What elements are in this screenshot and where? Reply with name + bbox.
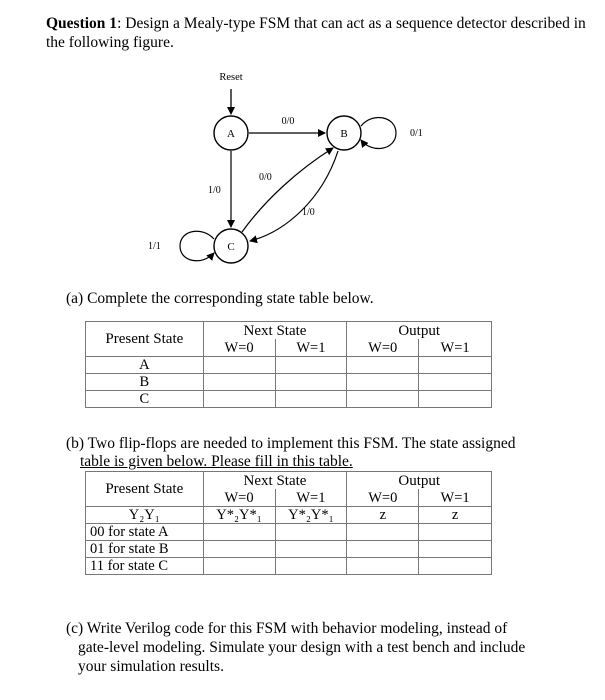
table-row	[86, 374, 492, 391]
blank-cell[interactable]	[203, 374, 275, 391]
edge-b-to-c-label: 1/0	[302, 207, 315, 218]
blank-cell[interactable]	[347, 374, 419, 391]
edge-a-to-b-label: 0/0	[281, 116, 295, 127]
edge-c-self-label: 1/1	[148, 241, 161, 252]
col-next-w0: W=0	[203, 489, 275, 507]
blank-cell[interactable]	[419, 374, 492, 391]
col-next-vars-w0: Y*₂Y*₁	[203, 507, 275, 524]
col-next-state: Next State	[203, 322, 347, 340]
table-row	[86, 391, 492, 408]
blank-cell[interactable]	[275, 391, 347, 408]
state-assigned-table-b	[85, 471, 492, 575]
col-z-w0: z	[347, 507, 419, 524]
row-state: B	[86, 374, 204, 391]
fsm-state-diagram	[0, 0, 605, 290]
row-state: C	[86, 391, 204, 408]
row-state: A	[86, 357, 204, 374]
blank-cell[interactable]	[419, 391, 492, 408]
reset-label: Reset	[219, 72, 243, 83]
col-out-w1: W=1	[419, 339, 492, 357]
blank-cell[interactable]	[203, 558, 275, 575]
edge-b-to-c	[250, 151, 338, 241]
part-b-line2	[80, 452, 353, 471]
blank-cell[interactable]	[275, 558, 347, 575]
blank-cell[interactable]	[347, 541, 419, 558]
blank-cell[interactable]	[203, 391, 275, 408]
table-row	[86, 541, 492, 558]
table-row	[86, 357, 492, 374]
blank-cell[interactable]	[347, 558, 419, 575]
col-present-state: Present State	[86, 322, 204, 357]
blank-cell[interactable]	[419, 541, 492, 558]
part-b-line1: (b) Two flip-flops are needed to implement this FSM. The state assigned	[66, 435, 516, 452]
col-state-vars: Y₂Y₁	[86, 507, 204, 524]
edge-b-self-loop	[361, 118, 396, 149]
blank-cell[interactable]	[275, 357, 347, 374]
row-state: 01 for state B	[86, 541, 204, 558]
blank-cell[interactable]	[203, 541, 275, 558]
state-b-label: B	[340, 128, 348, 140]
state-table-a	[85, 321, 492, 408]
state-c-label: C	[227, 241, 235, 253]
part-c-line3: your simulation results.	[78, 658, 224, 675]
blank-cell[interactable]	[275, 541, 347, 558]
col-next-vars-w1: Y*₂Y*₁	[275, 507, 347, 524]
col-out-w0: W=0	[347, 339, 419, 357]
table-row	[86, 558, 492, 575]
edge-b-self-label: 0/1	[410, 128, 423, 139]
col-next-w0: W=0	[203, 339, 275, 357]
col-output: Output	[347, 322, 492, 340]
part-b-line2-text: table is given below. Please fill in this table.	[80, 453, 353, 470]
blank-cell[interactable]	[347, 524, 419, 541]
edge-c-self-loop	[180, 231, 214, 261]
col-output: Output	[347, 472, 492, 490]
edge-c-to-b-label: 0/0	[259, 172, 272, 183]
blank-cell[interactable]	[275, 374, 347, 391]
table-row	[86, 524, 492, 541]
blank-cell[interactable]	[347, 391, 419, 408]
blank-cell[interactable]	[347, 357, 419, 374]
question-label: Question 1	[46, 15, 118, 32]
blank-cell[interactable]	[419, 524, 492, 541]
col-present-state: Present State	[86, 472, 204, 507]
col-out-w1: W=1	[419, 489, 492, 507]
part-a-text: (a) Complete the corresponding state table below.	[66, 290, 374, 307]
blank-cell[interactable]	[203, 524, 275, 541]
part-c-line1: (c) Write Verilog code for this FSM with behavior modeling, instead of	[66, 620, 508, 637]
blank-cell[interactable]	[203, 357, 275, 374]
question-text: : Design a Mealy-type FSM that can act as a sequence detector described in the following figure.	[46, 15, 586, 51]
col-next-w1: W=1	[275, 339, 347, 357]
col-next-w1: W=1	[275, 489, 347, 507]
col-z-w1: z	[419, 507, 492, 524]
blank-cell[interactable]	[419, 558, 492, 575]
edge-a-to-c-label: 1/0	[208, 185, 221, 196]
row-state: 00 for state A	[86, 524, 204, 541]
part-c-line2: gate-level modeling. Simulate your design with a test bench and include	[78, 639, 526, 656]
row-state: 11 for state C	[86, 558, 204, 575]
blank-cell[interactable]	[275, 524, 347, 541]
state-a-label: A	[227, 128, 235, 140]
blank-cell[interactable]	[419, 357, 492, 374]
col-next-state: Next State	[203, 472, 347, 490]
col-out-w0: W=0	[347, 489, 419, 507]
